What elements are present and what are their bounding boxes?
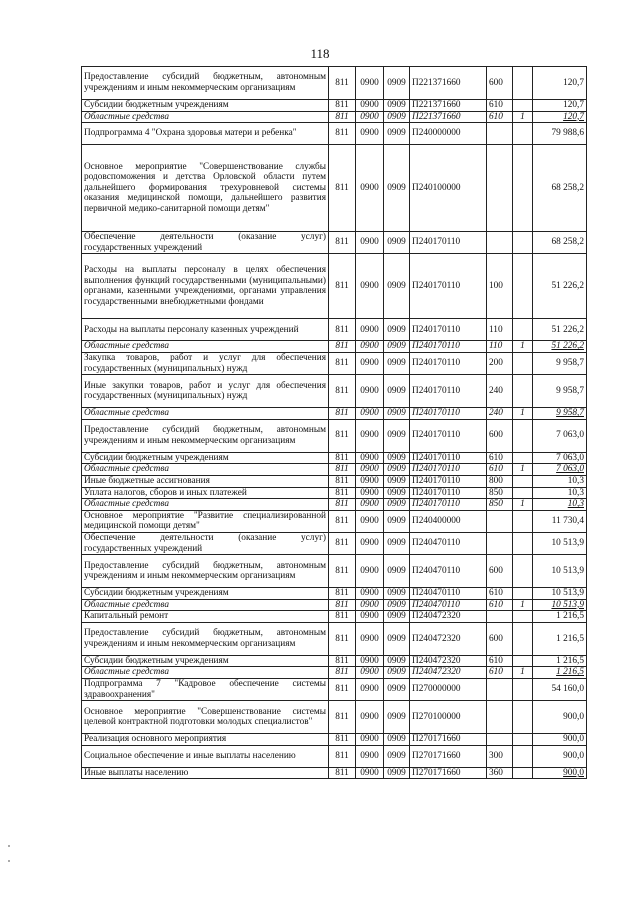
row-expense-type: 800 [487, 475, 513, 487]
row-description: Уплата налогов, сборов и иных платежей [82, 487, 329, 499]
row-funding-source [513, 319, 533, 341]
row-grbs-code: 811 [329, 622, 356, 655]
row-description: Иные закупки товаров, работ и услуг для обеспечения государственных (муниципальных) нужд [82, 375, 329, 408]
row-section-code: 0900 [356, 679, 384, 701]
row-subsection-code: 0909 [384, 67, 410, 100]
row-expense-type: 600 [487, 419, 513, 452]
row-description: Предоставление субсидий бюджетным, автономным учреждениям и иным некоммерческим организациям [82, 67, 329, 100]
table-row [82, 319, 587, 341]
table-row [82, 375, 587, 408]
row-amount: 120,7 [533, 67, 587, 100]
row-amount: 7 063,0 [533, 464, 587, 476]
row-expense-type [487, 734, 513, 746]
row-funding-source: 1 [513, 341, 533, 353]
row-target-article: П240000000 [410, 123, 487, 145]
row-section-code: 0900 [356, 408, 384, 420]
table-row [82, 341, 587, 353]
row-target-article: П240170110 [410, 464, 487, 476]
row-description: Предоставление субсидий бюджетным, автономным учреждениям и иным некоммерческим организациям [82, 555, 329, 588]
row-amount: 1 216,5 [533, 611, 587, 623]
table-row [82, 599, 587, 611]
row-expense-type [487, 232, 513, 254]
row-section-code: 0900 [356, 487, 384, 499]
row-subsection-code: 0909 [384, 622, 410, 655]
table-row [82, 452, 587, 464]
table-row [82, 254, 587, 319]
row-target-article: П240170110 [410, 341, 487, 353]
table-row [82, 745, 587, 767]
row-amount: 11 730,4 [533, 510, 587, 532]
row-grbs-code: 811 [329, 145, 356, 232]
table-row [82, 408, 587, 420]
row-amount: 7 063,0 [533, 419, 587, 452]
table-row [82, 111, 587, 123]
row-section-code: 0900 [356, 254, 384, 319]
row-description: Обеспечение деятельности (оказание услуг) государственных учреждений [82, 532, 329, 554]
row-grbs-code: 811 [329, 611, 356, 623]
budget-table [81, 66, 587, 779]
row-description: Расходы на выплаты персоналу казенных учреждений [82, 319, 329, 341]
row-section-code: 0900 [356, 452, 384, 464]
row-expense-type: 610 [487, 100, 513, 112]
row-expense-type: 100 [487, 254, 513, 319]
row-subsection-code: 0909 [384, 611, 410, 623]
table-row [82, 767, 587, 779]
row-funding-source [513, 532, 533, 554]
row-amount: 900,0 [533, 734, 587, 746]
row-amount: 51 226,2 [533, 319, 587, 341]
row-target-article: П240400000 [410, 510, 487, 532]
row-section-code: 0900 [356, 767, 384, 779]
row-funding-source [513, 254, 533, 319]
row-target-article: П221371660 [410, 111, 487, 123]
row-funding-source [513, 352, 533, 374]
row-target-article: П240170110 [410, 319, 487, 341]
row-funding-source [513, 67, 533, 100]
row-subsection-code: 0909 [384, 487, 410, 499]
row-target-article: П240170110 [410, 499, 487, 511]
row-target-article: П240170110 [410, 232, 487, 254]
page-number: 118 [310, 46, 330, 61]
row-section-code: 0900 [356, 100, 384, 112]
row-section-code: 0900 [356, 341, 384, 353]
row-description: Областные средства [82, 111, 329, 123]
row-grbs-code: 811 [329, 111, 356, 123]
row-amount: 1 216,5 [533, 655, 587, 667]
row-section-code: 0900 [356, 319, 384, 341]
row-expense-type: 600 [487, 67, 513, 100]
row-subsection-code: 0909 [384, 588, 410, 600]
row-target-article: П240170110 [410, 408, 487, 420]
row-subsection-code: 0909 [384, 123, 410, 145]
row-grbs-code: 811 [329, 341, 356, 353]
row-grbs-code: 811 [329, 100, 356, 112]
row-description: Капитальный ремонт [82, 611, 329, 623]
row-amount: 10,3 [533, 499, 587, 511]
row-expense-type: 110 [487, 341, 513, 353]
row-target-article: П270000000 [410, 679, 487, 701]
row-funding-source [513, 622, 533, 655]
row-amount: 10 513,9 [533, 532, 587, 554]
row-grbs-code: 811 [329, 408, 356, 420]
row-expense-type [487, 532, 513, 554]
row-expense-type: 610 [487, 588, 513, 600]
row-expense-type: 610 [487, 111, 513, 123]
row-subsection-code: 0909 [384, 499, 410, 511]
row-section-code: 0900 [356, 419, 384, 452]
row-subsection-code: 0909 [384, 767, 410, 779]
row-subsection-code: 0909 [384, 745, 410, 767]
row-funding-source [513, 655, 533, 667]
row-target-article: П221371660 [410, 100, 487, 112]
row-amount: 9 958,7 [533, 375, 587, 408]
row-funding-source [513, 734, 533, 746]
row-grbs-code: 811 [329, 701, 356, 734]
row-target-article: П240472320 [410, 611, 487, 623]
row-target-article: П240170110 [410, 452, 487, 464]
row-subsection-code: 0909 [384, 655, 410, 667]
row-description: Основное мероприятие "Совершенствование системы целевой контрактной подготовки молодых специалистов" [82, 701, 329, 734]
table-row [82, 487, 587, 499]
table-row [82, 555, 587, 588]
row-expense-type: 600 [487, 622, 513, 655]
row-description: Областные средства [82, 408, 329, 420]
table-row [82, 622, 587, 655]
row-amount: 900,0 [533, 745, 587, 767]
row-amount: 900,0 [533, 767, 587, 779]
row-subsection-code: 0909 [384, 100, 410, 112]
row-section-code: 0900 [356, 232, 384, 254]
row-grbs-code: 811 [329, 123, 356, 145]
row-amount: 79 988,6 [533, 123, 587, 145]
row-funding-source [513, 745, 533, 767]
row-subsection-code: 0909 [384, 452, 410, 464]
row-funding-source: 1 [513, 599, 533, 611]
row-expense-type: 240 [487, 408, 513, 420]
table-row [82, 532, 587, 554]
row-amount: 7 063,0 [533, 452, 587, 464]
row-amount: 10 513,9 [533, 599, 587, 611]
row-grbs-code: 811 [329, 655, 356, 667]
row-grbs-code: 811 [329, 232, 356, 254]
row-amount: 9 958,7 [533, 408, 587, 420]
row-section-code: 0900 [356, 499, 384, 511]
row-target-article: П240170110 [410, 254, 487, 319]
row-expense-type: 610 [487, 452, 513, 464]
row-expense-type: 200 [487, 352, 513, 374]
row-expense-type: 610 [487, 599, 513, 611]
row-amount: 54 160,0 [533, 679, 587, 701]
row-funding-source: 1 [513, 408, 533, 420]
row-funding-source [513, 419, 533, 452]
row-target-article: П240470110 [410, 588, 487, 600]
row-subsection-code: 0909 [384, 464, 410, 476]
row-description: Основное мероприятие "Развитие специализированной медицинской помощи детям" [82, 510, 329, 532]
row-grbs-code: 811 [329, 532, 356, 554]
scan-speck [8, 860, 10, 862]
row-funding-source [513, 487, 533, 499]
row-target-article: П221371660 [410, 67, 487, 100]
row-expense-type [487, 611, 513, 623]
row-section-code: 0900 [356, 123, 384, 145]
row-target-article: П270171660 [410, 745, 487, 767]
row-funding-source [513, 555, 533, 588]
row-funding-source: 1 [513, 464, 533, 476]
row-expense-type: 360 [487, 767, 513, 779]
row-description: Расходы на выплаты персоналу в целях обеспечения выполнения функций государственными (муниципальными) органами, казенными учреждениями, органами управления государственными внебюджетными фондами [82, 254, 329, 319]
row-subsection-code: 0909 [384, 111, 410, 123]
row-section-code: 0900 [356, 745, 384, 767]
row-target-article: П240170110 [410, 475, 487, 487]
table-row [82, 510, 587, 532]
row-subsection-code: 0909 [384, 510, 410, 532]
row-grbs-code: 811 [329, 599, 356, 611]
row-expense-type: 240 [487, 375, 513, 408]
table-row [82, 352, 587, 374]
row-target-article: П240472320 [410, 667, 487, 679]
row-funding-source [513, 611, 533, 623]
row-amount: 120,7 [533, 100, 587, 112]
row-grbs-code: 811 [329, 319, 356, 341]
row-section-code: 0900 [356, 588, 384, 600]
row-subsection-code: 0909 [384, 734, 410, 746]
row-grbs-code: 811 [329, 419, 356, 452]
table-row [82, 679, 587, 701]
row-amount: 9 958,7 [533, 352, 587, 374]
row-description: Предоставление субсидий бюджетным, автономным учреждениям и иным некоммерческим организациям [82, 419, 329, 452]
row-funding-source [513, 475, 533, 487]
row-section-code: 0900 [356, 145, 384, 232]
row-amount: 1 216,5 [533, 667, 587, 679]
row-grbs-code: 811 [329, 452, 356, 464]
row-description: Подпрограмма 4 "Охрана здоровья матери и ребенка" [82, 123, 329, 145]
row-grbs-code: 811 [329, 499, 356, 511]
row-grbs-code: 811 [329, 734, 356, 746]
row-grbs-code: 811 [329, 254, 356, 319]
table-row [82, 701, 587, 734]
row-subsection-code: 0909 [384, 408, 410, 420]
row-section-code: 0900 [356, 622, 384, 655]
row-section-code: 0900 [356, 667, 384, 679]
row-section-code: 0900 [356, 734, 384, 746]
table-row [82, 588, 587, 600]
row-subsection-code: 0909 [384, 352, 410, 374]
row-expense-type: 300 [487, 745, 513, 767]
row-amount: 10 513,9 [533, 555, 587, 588]
row-grbs-code: 811 [329, 679, 356, 701]
scan-speck [8, 845, 10, 847]
row-section-code: 0900 [356, 352, 384, 374]
row-grbs-code: 811 [329, 487, 356, 499]
row-expense-type [487, 510, 513, 532]
row-target-article: П240170110 [410, 375, 487, 408]
row-target-article: П270171660 [410, 734, 487, 746]
budget-table-body [82, 67, 587, 779]
row-expense-type: 850 [487, 487, 513, 499]
row-amount: 51 226,2 [533, 254, 587, 319]
row-description: Областные средства [82, 599, 329, 611]
row-grbs-code: 811 [329, 588, 356, 600]
row-section-code: 0900 [356, 655, 384, 667]
row-subsection-code: 0909 [384, 232, 410, 254]
row-subsection-code: 0909 [384, 701, 410, 734]
row-description: Социальное обеспечение и иные выплаты населению [82, 745, 329, 767]
row-grbs-code: 811 [329, 767, 356, 779]
table-row [82, 232, 587, 254]
row-expense-type [487, 679, 513, 701]
row-section-code: 0900 [356, 599, 384, 611]
row-description: Субсидии бюджетным учреждениям [82, 100, 329, 112]
row-subsection-code: 0909 [384, 532, 410, 554]
row-funding-source [513, 145, 533, 232]
row-amount: 120,7 [533, 111, 587, 123]
row-description: Подпрограмма 7 "Кадровое обеспечение системы здравоохранения" [82, 679, 329, 701]
row-subsection-code: 0909 [384, 254, 410, 319]
row-grbs-code: 811 [329, 745, 356, 767]
row-grbs-code: 811 [329, 475, 356, 487]
row-description: Областные средства [82, 499, 329, 511]
row-subsection-code: 0909 [384, 599, 410, 611]
row-amount: 10,3 [533, 475, 587, 487]
table-row [82, 464, 587, 476]
row-description: Основное мероприятие "Совершенствование службы родовспоможения и детства Орловской области путем дальнейшего формирования трехуровневой системы оказания медицинской помощи, дальнейшего развития первичной медико-санитарной помощи детям" [82, 145, 329, 232]
row-target-article: П270100000 [410, 701, 487, 734]
row-expense-type: 610 [487, 655, 513, 667]
table-row [82, 611, 587, 623]
row-description: Областные средства [82, 464, 329, 476]
table-row [82, 100, 587, 112]
row-funding-source [513, 375, 533, 408]
row-subsection-code: 0909 [384, 555, 410, 588]
row-grbs-code: 811 [329, 555, 356, 588]
row-subsection-code: 0909 [384, 319, 410, 341]
row-amount: 68 258,2 [533, 145, 587, 232]
row-target-article: П240470110 [410, 599, 487, 611]
row-grbs-code: 811 [329, 352, 356, 374]
row-expense-type: 610 [487, 464, 513, 476]
row-target-article: П240170110 [410, 487, 487, 499]
row-funding-source [513, 100, 533, 112]
row-description: Иные бюджетные ассигнования [82, 475, 329, 487]
row-subsection-code: 0909 [384, 419, 410, 452]
table-row [82, 475, 587, 487]
row-section-code: 0900 [356, 67, 384, 100]
row-expense-type [487, 123, 513, 145]
row-amount: 51 226,2 [533, 341, 587, 353]
row-target-article: П240100000 [410, 145, 487, 232]
row-expense-type: 110 [487, 319, 513, 341]
row-grbs-code: 811 [329, 67, 356, 100]
row-grbs-code: 811 [329, 510, 356, 532]
row-section-code: 0900 [356, 111, 384, 123]
table-row [82, 499, 587, 511]
table-row [82, 67, 587, 100]
row-subsection-code: 0909 [384, 667, 410, 679]
row-grbs-code: 811 [329, 464, 356, 476]
row-description: Областные средства [82, 341, 329, 353]
row-funding-source [513, 588, 533, 600]
row-grbs-code: 811 [329, 667, 356, 679]
row-expense-type: 600 [487, 555, 513, 588]
row-description: Закупка товаров, работ и услуг для обеспечения государственных (муниципальных) нужд [82, 352, 329, 374]
row-subsection-code: 0909 [384, 341, 410, 353]
row-description: Иные выплаты населению [82, 767, 329, 779]
table-row [82, 734, 587, 746]
row-funding-source [513, 510, 533, 532]
row-funding-source: 1 [513, 111, 533, 123]
row-expense-type [487, 701, 513, 734]
row-section-code: 0900 [356, 555, 384, 588]
row-description: Обеспечение деятельности (оказание услуг) государственных учреждений [82, 232, 329, 254]
row-section-code: 0900 [356, 375, 384, 408]
row-funding-source [513, 452, 533, 464]
row-grbs-code: 811 [329, 375, 356, 408]
row-expense-type [487, 145, 513, 232]
row-target-article: П240470110 [410, 532, 487, 554]
row-section-code: 0900 [356, 701, 384, 734]
row-funding-source: 1 [513, 667, 533, 679]
row-funding-source [513, 679, 533, 701]
row-target-article: П240472320 [410, 655, 487, 667]
row-target-article: П240170110 [410, 419, 487, 452]
row-target-article: П270171660 [410, 767, 487, 779]
row-target-article: П240170110 [410, 352, 487, 374]
row-description: Субсидии бюджетным учреждениям [82, 588, 329, 600]
table-row [82, 667, 587, 679]
row-subsection-code: 0909 [384, 375, 410, 408]
row-subsection-code: 0909 [384, 145, 410, 232]
row-expense-type: 850 [487, 499, 513, 511]
row-funding-source [513, 232, 533, 254]
row-description: Реализация основного мероприятия [82, 734, 329, 746]
row-expense-type: 610 [487, 667, 513, 679]
row-section-code: 0900 [356, 510, 384, 532]
row-amount: 68 258,2 [533, 232, 587, 254]
row-funding-source: 1 [513, 499, 533, 511]
row-funding-source [513, 767, 533, 779]
row-funding-source [513, 701, 533, 734]
row-section-code: 0900 [356, 475, 384, 487]
row-amount: 1 216,5 [533, 622, 587, 655]
row-amount: 10 513,9 [533, 588, 587, 600]
row-description: Областные средства [82, 667, 329, 679]
table-row [82, 145, 587, 232]
row-target-article: П240470110 [410, 555, 487, 588]
table-row [82, 419, 587, 452]
row-section-code: 0900 [356, 611, 384, 623]
row-amount: 900,0 [533, 701, 587, 734]
row-funding-source [513, 123, 533, 145]
row-section-code: 0900 [356, 464, 384, 476]
row-section-code: 0900 [356, 532, 384, 554]
row-description: Субсидии бюджетным учреждениям [82, 452, 329, 464]
table-row [82, 123, 587, 145]
row-subsection-code: 0909 [384, 475, 410, 487]
row-subsection-code: 0909 [384, 679, 410, 701]
row-target-article: П240472320 [410, 622, 487, 655]
row-amount: 10,3 [533, 487, 587, 499]
table-row [82, 655, 587, 667]
row-description: Предоставление субсидий бюджетным, автономным учреждениям и иным некоммерческим организациям [82, 622, 329, 655]
row-description: Субсидии бюджетным учреждениям [82, 655, 329, 667]
